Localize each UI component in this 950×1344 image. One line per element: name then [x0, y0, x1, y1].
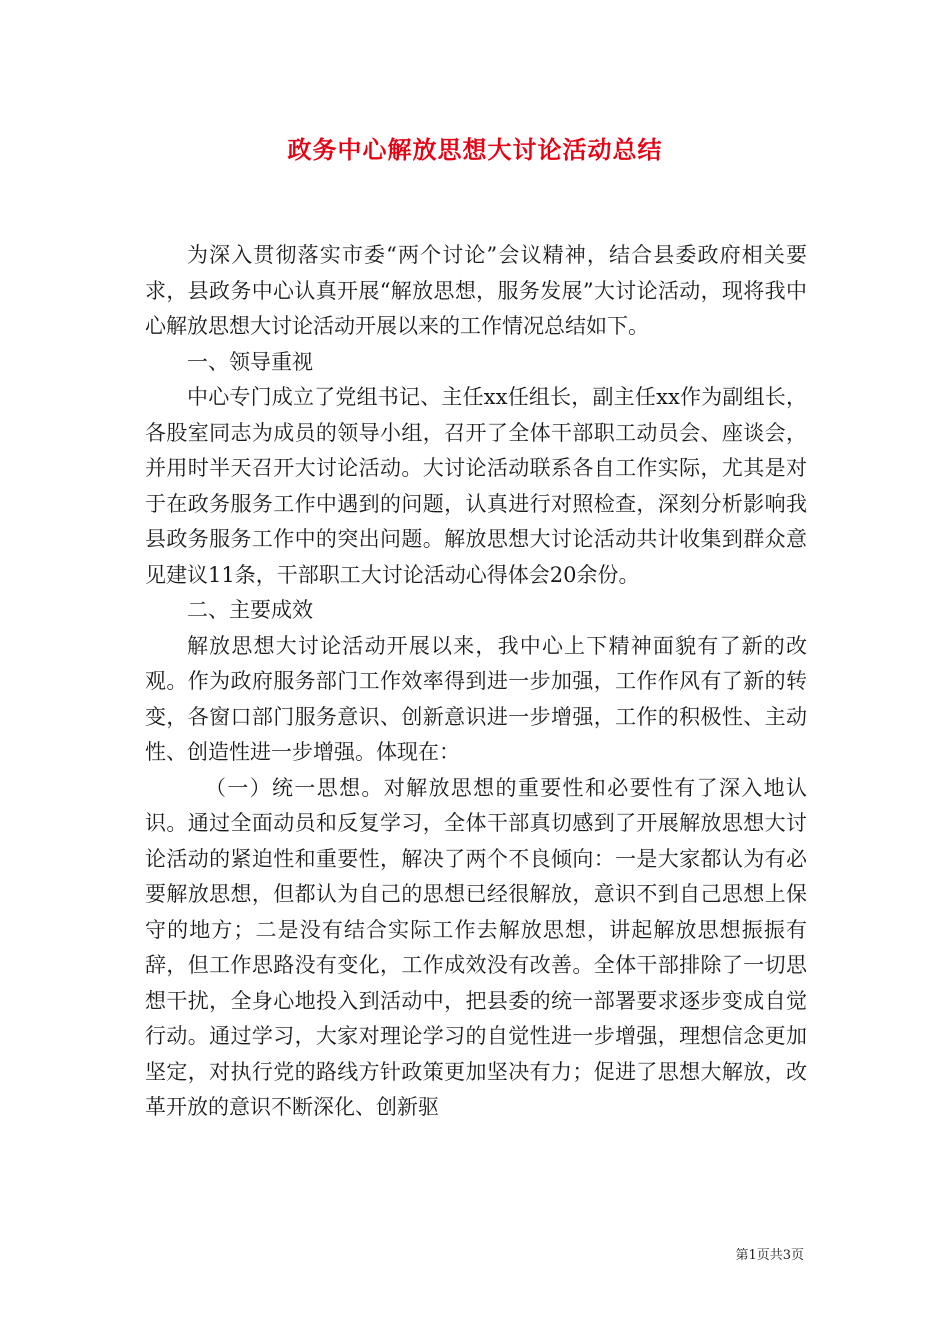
paragraph-intro: 为深入贯彻落实市委“两个讨论”会议精神，结合县委政府相关要求，县政务中心认真开展“解放思想，服务发展”大讨论活动，现将我中心解放思想大讨论活动开展以来的工作情况总结如下。: [145, 243, 807, 338]
document-title: 政务中心解放思想大讨论活动总结: [287, 135, 663, 164]
page-number: 第1页共3页: [735, 1248, 804, 1263]
paragraph-results: 解放思想大讨论活动开展以来，我中心上下精神面貌有了新的改观。作为政府服务部门工作效率得到进一步加强，工作作风有了新的转变，各窗口部门服务意识、创新意识进一步增强，工作的积极性、主动性、创造性进一步增强。体现在：: [145, 633, 807, 764]
heading-results: 二、主要成效: [187, 598, 313, 622]
paragraph-leadership: 中心专门成立了党组书记、主任xx任组长，副主任xx作为副组长，各股室同志为成员的领导小组，召开了全体干部职工动员会、座谈会，并用时半天召开大讨论活动。大讨论活动联系各自工作实际，尤其是对于在政务服务工作中遇到的问题，认真进行对照检查，深刻分析影响我县政务服务工作中的突出问题。解放思想大讨论活动共计收集到群众意见建议11条，干部职工大讨论活动心得体会20余份。: [145, 385, 807, 587]
heading-leadership: 一、领导重视: [187, 349, 313, 374]
document-body: [145, 238, 807, 1126]
paragraph-unify-thinking: （一）统一思想。对解放思想的重要性和必要性有了深入地认识。通过全面动员和反复学习，全体干部真切感到了开展解放思想大讨论活动的紧迫性和重要性，解决了两个不良倾向：一是大家都认为有必要解放思想，但都认为自己的思想已经很解放，意识不到自己思想上保守的地方；二是没有结合实际工作去解放思想，讲起解放思想振振有辞，但工作思路没有变化，工作成效没有改善。全体干部排除了一切思想干扰，全身心地投入到活动中，把县委的统一部署要求逐步变成自觉行动。通过学习，大家对理论学习的自觉性进一步增强，理想信念更加坚定，对执行党的路线方针政策更加坚决有力；促进了思想大解放，改革开放的意识不断深化、创新驱: [145, 775, 807, 1119]
